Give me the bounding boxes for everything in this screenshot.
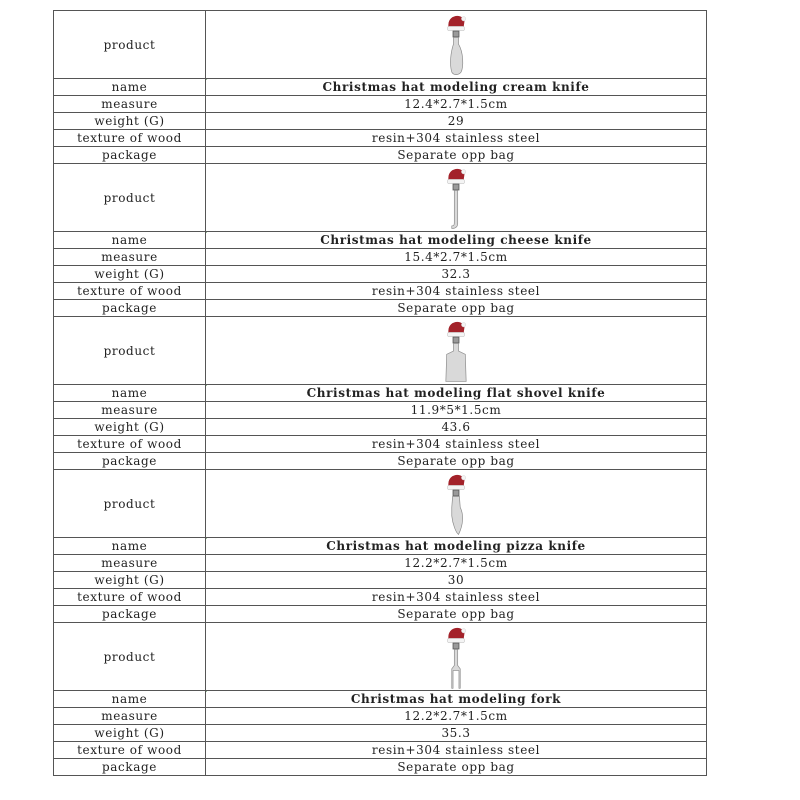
name-label: name <box>54 385 206 402</box>
measure-row <box>54 402 707 419</box>
weight-value: 29 <box>206 113 707 130</box>
name-label: name <box>54 691 206 708</box>
weight-label: weight (G) <box>54 572 206 589</box>
product-name: Christmas hat modeling fork <box>206 691 707 708</box>
name-row <box>54 538 707 555</box>
package-value: Separate opp bag <box>206 759 707 776</box>
weight-label: weight (G) <box>54 725 206 742</box>
measure-row <box>54 249 707 266</box>
package-label: package <box>54 300 206 317</box>
measure-value: 11.9*5*1.5cm <box>206 402 707 419</box>
name-row <box>54 691 707 708</box>
weight-value: 32.3 <box>206 266 707 283</box>
package-row <box>54 759 707 776</box>
texture-label: texture of wood <box>54 589 206 606</box>
product-image-row <box>54 317 707 385</box>
product-image-row <box>54 470 707 538</box>
product-label: product <box>54 164 206 232</box>
name-label: name <box>54 538 206 555</box>
measure-row <box>54 96 707 113</box>
product-name: Christmas hat modeling flat shovel knife <box>206 385 707 402</box>
name-row <box>54 385 707 402</box>
package-label: package <box>54 147 206 164</box>
weight-label: weight (G) <box>54 419 206 436</box>
cheese-knife-icon <box>436 165 476 231</box>
name-row <box>54 79 707 96</box>
weight-row <box>54 725 707 742</box>
package-label: package <box>54 453 206 470</box>
package-value: Separate opp bag <box>206 147 707 164</box>
measure-value: 12.4*2.7*1.5cm <box>206 96 707 113</box>
texture-value: resin+304 stainless steel <box>206 589 707 606</box>
measure-label: measure <box>54 708 206 725</box>
product-image-row <box>54 164 707 232</box>
measure-label: measure <box>54 249 206 266</box>
package-row <box>54 300 707 317</box>
measure-value: 15.4*2.7*1.5cm <box>206 249 707 266</box>
measure-label: measure <box>54 555 206 572</box>
product-image <box>206 317 707 385</box>
product-spec-table <box>53 10 707 776</box>
weight-label: weight (G) <box>54 113 206 130</box>
weight-value: 43.6 <box>206 419 707 436</box>
package-row <box>54 453 707 470</box>
package-value: Separate opp bag <box>206 300 707 317</box>
cream-knife-icon <box>436 12 476 78</box>
texture-label: texture of wood <box>54 283 206 300</box>
texture-value: resin+304 stainless steel <box>206 742 707 759</box>
flat-shovel-knife-icon <box>436 318 476 384</box>
product-name: Christmas hat modeling pizza knife <box>206 538 707 555</box>
texture-label: texture of wood <box>54 436 206 453</box>
package-label: package <box>54 759 206 776</box>
product-image <box>206 623 707 691</box>
weight-row <box>54 266 707 283</box>
fork-icon <box>436 624 476 690</box>
product-image-row <box>54 623 707 691</box>
package-value: Separate opp bag <box>206 606 707 623</box>
texture-value: resin+304 stainless steel <box>206 283 707 300</box>
texture-row <box>54 589 707 606</box>
texture-label: texture of wood <box>54 742 206 759</box>
product-label: product <box>54 470 206 538</box>
weight-value: 30 <box>206 572 707 589</box>
product-label: product <box>54 11 206 79</box>
name-label: name <box>54 232 206 249</box>
measure-label: measure <box>54 96 206 113</box>
package-label: package <box>54 606 206 623</box>
measure-label: measure <box>54 402 206 419</box>
product-image-row <box>54 11 707 79</box>
package-row <box>54 147 707 164</box>
weight-row <box>54 113 707 130</box>
texture-row <box>54 436 707 453</box>
measure-row <box>54 708 707 725</box>
weight-label: weight (G) <box>54 266 206 283</box>
texture-value: resin+304 stainless steel <box>206 130 707 147</box>
product-image <box>206 11 707 79</box>
weight-value: 35.3 <box>206 725 707 742</box>
measure-value: 12.2*2.7*1.5cm <box>206 555 707 572</box>
measure-row <box>54 555 707 572</box>
name-row <box>54 232 707 249</box>
pizza-knife-icon <box>436 471 476 537</box>
package-row <box>54 606 707 623</box>
measure-value: 12.2*2.7*1.5cm <box>206 708 707 725</box>
texture-label: texture of wood <box>54 130 206 147</box>
package-value: Separate opp bag <box>206 453 707 470</box>
product-image <box>206 164 707 232</box>
product-name: Christmas hat modeling cheese knife <box>206 232 707 249</box>
name-label: name <box>54 79 206 96</box>
product-label: product <box>54 317 206 385</box>
texture-row <box>54 283 707 300</box>
weight-row <box>54 419 707 436</box>
product-image <box>206 470 707 538</box>
product-label: product <box>54 623 206 691</box>
texture-value: resin+304 stainless steel <box>206 436 707 453</box>
weight-row <box>54 572 707 589</box>
product-name: Christmas hat modeling cream knife <box>206 79 707 96</box>
texture-row <box>54 130 707 147</box>
texture-row <box>54 742 707 759</box>
